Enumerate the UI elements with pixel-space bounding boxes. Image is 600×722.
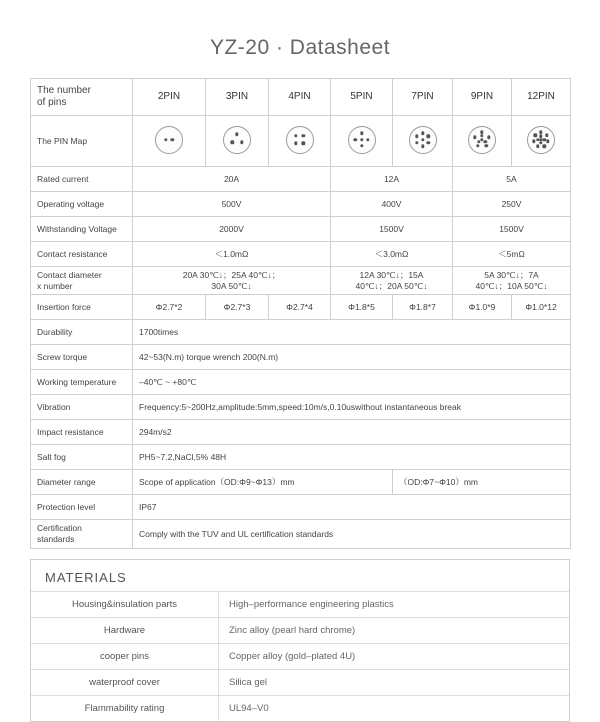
row-label-diameter-range: Diameter range [31, 470, 133, 495]
operating-voltage-group-2: 400V [331, 192, 453, 217]
row-label-operating-voltage: Operating voltage [31, 192, 133, 217]
connector-9pin-icon [468, 126, 496, 154]
table-row-working-temperature [31, 370, 571, 395]
diameter-range-value-b: （OD:Φ7~Φ10）mm [393, 470, 571, 495]
page-title: YZ-20 · Datasheet [209, 36, 391, 59]
material-name: waterproof cover [31, 669, 219, 695]
connector-4pin-icon [286, 126, 314, 154]
pin-map-7pin [393, 116, 453, 167]
table-row-protection-level [31, 495, 571, 520]
materials-row [31, 643, 569, 669]
salt-fog-value: PH5~7.2,NaCl,5% 48H [133, 445, 571, 470]
table-row-certification [31, 520, 571, 548]
col-header-4pin: 4PIN [269, 79, 331, 116]
table-row-contact-diameter [31, 267, 571, 295]
operating-voltage-group-1: 500V [133, 192, 331, 217]
contact-resistance-group-2: ＜3.0mΩ [331, 242, 453, 267]
connector-5pin-icon [348, 126, 376, 154]
table-row-contact-resistance [31, 242, 571, 267]
insertion-force-2pin: Φ2.7*2 [133, 295, 206, 320]
col-header-3pin: 3PIN [206, 79, 269, 116]
durability-value: 1700times [133, 320, 571, 345]
table-row-impact-resistance [31, 420, 571, 445]
rated-current-group-3: 5A [453, 167, 571, 192]
row-label-vibration: Vibration [31, 395, 133, 420]
row-label-contact-resistance: Contact resistance [31, 242, 133, 267]
rated-current-group-1: 20A [133, 167, 331, 192]
material-name: Housing&insulation parts [31, 591, 219, 617]
row-label-impact-resistance: Impact resistance [31, 420, 133, 445]
material-name: cooper pins [31, 643, 219, 669]
pin-map-3pin [206, 116, 269, 167]
material-name: Hardware [31, 617, 219, 643]
pin-map-12pin [512, 116, 571, 167]
material-value: High–performance engineering plastics [219, 591, 570, 617]
col-header-12pin: 12PIN [512, 79, 571, 116]
materials-section [30, 559, 570, 722]
material-name: Flammability rating [31, 695, 219, 721]
insertion-force-7pin: Φ1.8*7 [393, 295, 453, 320]
connector-7pin-icon [409, 126, 437, 154]
col-header-5pin: 5PIN [331, 79, 393, 116]
specifications-table [30, 78, 571, 549]
row-label-rated-current: Rated current [31, 167, 133, 192]
rated-current-group-2: 12A [331, 167, 453, 192]
table-row-withstanding-voltage [31, 217, 571, 242]
table-row-pin-count [31, 79, 571, 116]
materials-row [31, 695, 569, 721]
certification-value: Comply with the TUV and UL certification standards [133, 520, 571, 548]
table-row-salt-fog [31, 445, 571, 470]
withstanding-voltage-group-3: 1500V [453, 217, 571, 242]
row-label-salt-fog: Salt fog [31, 445, 133, 470]
table-row-diameter-range [31, 470, 571, 495]
table-row-pin-map [31, 116, 571, 167]
screw-torque-value: 42~53(N.m) torque wrench 200(N.m) [133, 345, 571, 370]
contact-diameter-group-3: 5A 30℃↓；7A 40℃↓；10A 50℃↓ [453, 267, 571, 295]
pin-map-9pin [453, 116, 512, 167]
row-label-screw-torque: Screw torque [31, 345, 133, 370]
insertion-force-5pin: Φ1.8*5 [331, 295, 393, 320]
materials-row [31, 669, 569, 695]
contact-diameter-group-2: 12A 30℃↓；15A 40℃↓；20A 50℃↓ [331, 267, 453, 295]
connector-12pin-icon [527, 126, 555, 154]
pin-map-5pin [331, 116, 393, 167]
table-row-durability [31, 320, 571, 345]
row-label-durability: Durability [31, 320, 133, 345]
row-label-pin-map: The PIN Map [31, 116, 133, 167]
table-row-vibration [31, 395, 571, 420]
pin-map-4pin [269, 116, 331, 167]
materials-row [31, 591, 569, 617]
material-value: Silica gel [219, 669, 570, 695]
material-value: Zinc alloy (pearl hard chrome) [219, 617, 570, 643]
row-label-pins: The number of pins [31, 79, 133, 116]
row-label-withstanding-voltage: Withstanding Voltage [31, 217, 133, 242]
row-label-protection-level: Protection level [31, 495, 133, 520]
materials-table [31, 591, 569, 721]
table-row-operating-voltage [31, 192, 571, 217]
withstanding-voltage-group-1: 2000V [133, 217, 331, 242]
diameter-range-value-a: Scope of application（OD:Φ9~Φ13）mm [133, 470, 393, 495]
insertion-force-3pin: Φ2.7*3 [206, 295, 269, 320]
insertion-force-9pin: Φ1.0*9 [453, 295, 512, 320]
col-header-9pin: 9PIN [453, 79, 512, 116]
insertion-force-4pin: Φ2.7*4 [269, 295, 331, 320]
col-header-7pin: 7PIN [393, 79, 453, 116]
connector-3pin-icon [223, 126, 251, 154]
materials-row [31, 617, 569, 643]
working-temperature-value: –40℃ ~ +80℃ [133, 370, 571, 395]
row-label-certification: Certification standards [31, 520, 133, 548]
row-label-working-temperature: Working temperature [31, 370, 133, 395]
withstanding-voltage-group-2: 1500V [331, 217, 453, 242]
insertion-force-12pin: Φ1.0*12 [512, 295, 571, 320]
material-value: UL94–V0 [219, 695, 570, 721]
table-row-insertion-force [31, 295, 571, 320]
material-value: Copper alloy (gold–plated 4U) [219, 643, 570, 669]
col-header-2pin: 2PIN [133, 79, 206, 116]
vibration-value: Frequency:5~200Hz,amplitude:5mm,speed:10m/s,0.10uswithout instantaneous break [133, 395, 571, 420]
protection-level-value: IP67 [133, 495, 571, 520]
connector-2pin-icon [155, 126, 183, 154]
operating-voltage-group-3: 250V [453, 192, 571, 217]
impact-resistance-value: 294m/s2 [133, 420, 571, 445]
row-label-insertion-force: Insertion force [31, 295, 133, 320]
materials-heading: MATERIALS [45, 569, 127, 585]
contact-diameter-group-1: 20A 30℃↓；25A 40℃↓； 30A 50℃↓ [133, 267, 331, 295]
pin-map-2pin [133, 116, 206, 167]
table-row-rated-current [31, 167, 571, 192]
contact-resistance-group-3: ＜5mΩ [453, 242, 571, 267]
row-label-contact-diameter: Contact diameter x number [31, 267, 133, 295]
contact-resistance-group-1: ＜1.0mΩ [133, 242, 331, 267]
table-row-screw-torque [31, 345, 571, 370]
